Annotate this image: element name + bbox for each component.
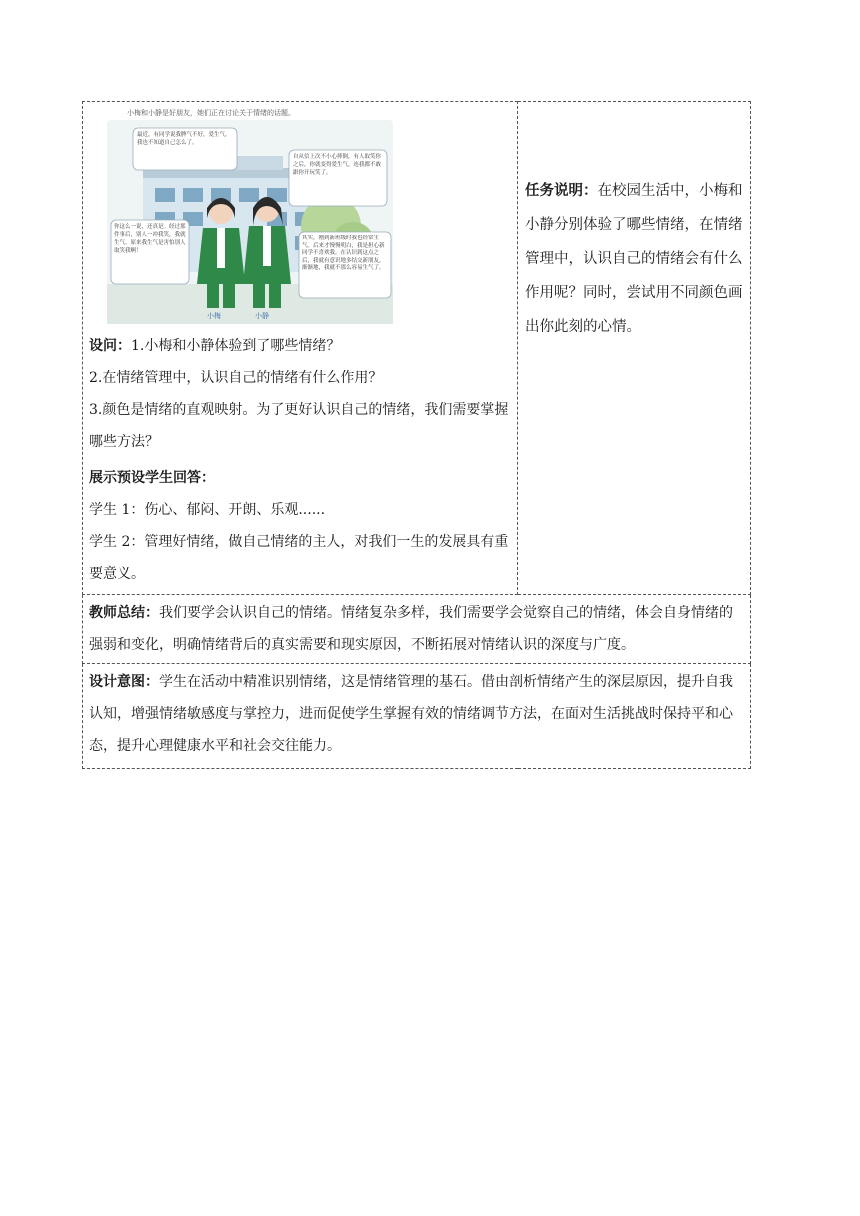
question-label: 设问： xyxy=(89,338,131,354)
illustration-scene xyxy=(103,104,403,330)
name-xiaomei: 小梅 xyxy=(207,312,221,320)
illustration-caption: 小梅和小静是好朋友，她们正在讨论关于情绪的话题。 xyxy=(127,109,295,117)
teacher-summary-cell xyxy=(83,595,751,664)
bubble-text-top-left: 最近，有同学说我脾气不好，爱生气。我也不知道自己怎么了。 xyxy=(137,132,231,146)
answers-label: 展示预设学生回答： xyxy=(89,470,215,486)
answer-2: 学生 2：管理好情绪，做自己情绪的主人，对我们一生的发展具有重要意义。 xyxy=(89,534,509,582)
design-intent: 设计意图：学生在活动中精准识别情绪，这是情绪管理的基石。借由剖析情绪产生的深层原因，提升自我认知，增强情绪敏感度与掌控力，进而促使学生掌握有效的情绪调节方法，在面对生活挑战时保持平和心态，提升心理健康水平和社会交往能力。 xyxy=(89,674,733,754)
summary-label: 教师总结： xyxy=(89,605,159,621)
bubble-text-bottom-left: 你这么一说，还真是。经过那件事后，别人一冲我笑，我就生气。原来我生气是害怕别人取笑我啊！ xyxy=(114,224,186,254)
lesson-table xyxy=(82,101,748,769)
name-xiaojing: 小静 xyxy=(255,312,269,320)
bubble-text-bottom-right: 其实，刚到新班级时我也经常生气。后来才慢慢明白，我是担心新同学不喜欢我。在认识到这点之后，我就有意识地多结交新朋友，渐渐地，我就不那么容易生气了。 xyxy=(302,235,385,271)
textbook-illustration xyxy=(103,104,403,330)
teacher-summary: 教师总结：我们要学会认识自己的情绪。情绪复杂多样，我们需要学会觉察自己的情绪，体会自身情绪的强弱和变化，明确情绪背后的真实需要和现实原因，不断拓展对情绪认识的深度与广度。 xyxy=(89,605,733,653)
activity-cell xyxy=(83,102,518,595)
task-description-cell xyxy=(518,102,751,595)
design-intent-cell xyxy=(83,664,751,769)
lesson-table-grid xyxy=(82,101,751,769)
question-3: 3.颜色是情绪的直观映射。为了更好认识自己的情绪，我们需要掌握哪些方法？ xyxy=(89,402,509,450)
task-label: 任务说明： xyxy=(525,182,598,199)
task-description: 任务说明：在校园生活中，小梅和小静分别体验了哪些情绪，在情绪管理中，认识自己的情绪会有什么作用呢？同时，尝试用不同颜色画出你此刻的心情。 xyxy=(525,182,743,335)
question-2: 2.在情绪管理中，认识自己的情绪有什么作用？ xyxy=(89,370,383,386)
answer-1: 学生 1：伤心、郁闷、开朗、乐观...... xyxy=(89,502,326,518)
bubble-text-top-right: 自从信上次不小心摔倒，有人取笑你之后，你就变得爱生气，连我都不敢跟你开玩笑了。 xyxy=(293,154,382,176)
question-1: 设问：1.小梅和小静体验到了哪些情绪？ xyxy=(89,338,341,354)
intent-label: 设计意图： xyxy=(89,674,159,690)
